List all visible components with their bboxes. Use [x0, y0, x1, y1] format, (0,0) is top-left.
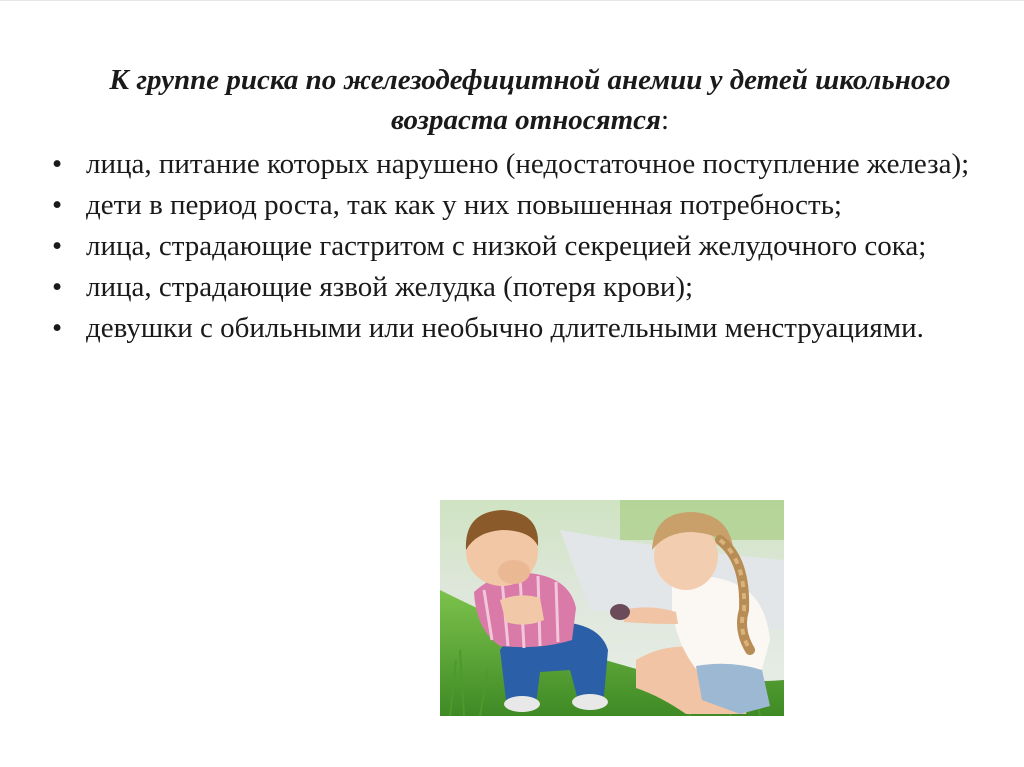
bullet-item: [52, 226, 1012, 267]
bullet-text: девушки с обильными или необычно длительными менструациями.: [86, 312, 924, 344]
bullet-text: дети в период роста, так как у них повышенная потребность;: [86, 189, 842, 221]
bullet-item: [52, 185, 1012, 226]
slide-title: [100, 60, 960, 140]
bullet-text: лица, питание которых нарушено (недостаточное поступление железа);: [86, 148, 970, 180]
slide-title-colon: :: [660, 104, 670, 136]
bullet-list: [52, 144, 1012, 349]
bullet-marker: •: [52, 189, 63, 221]
bullet-text: лица, страдающие гастритом с низкой секрецией желудочного сока;: [86, 230, 927, 262]
bullet-marker: •: [52, 148, 63, 180]
bullet-item: [52, 267, 1012, 308]
slide-title-text: К группе риска по железодефицитной анемии у детей школьного возраста относятся: [109, 64, 951, 136]
bullet-marker: •: [52, 230, 63, 262]
bullet-marker: •: [52, 271, 63, 303]
children-photo: [440, 500, 784, 716]
bullet-item: [52, 308, 1012, 349]
bullet-text: лица, страдающие язвой желудка (потеря крови);: [86, 271, 694, 303]
slide-top-border: [0, 0, 1024, 1]
bullet-marker: •: [52, 312, 63, 344]
bullet-item: [52, 144, 1012, 185]
children-photo-illustration: [440, 500, 784, 716]
